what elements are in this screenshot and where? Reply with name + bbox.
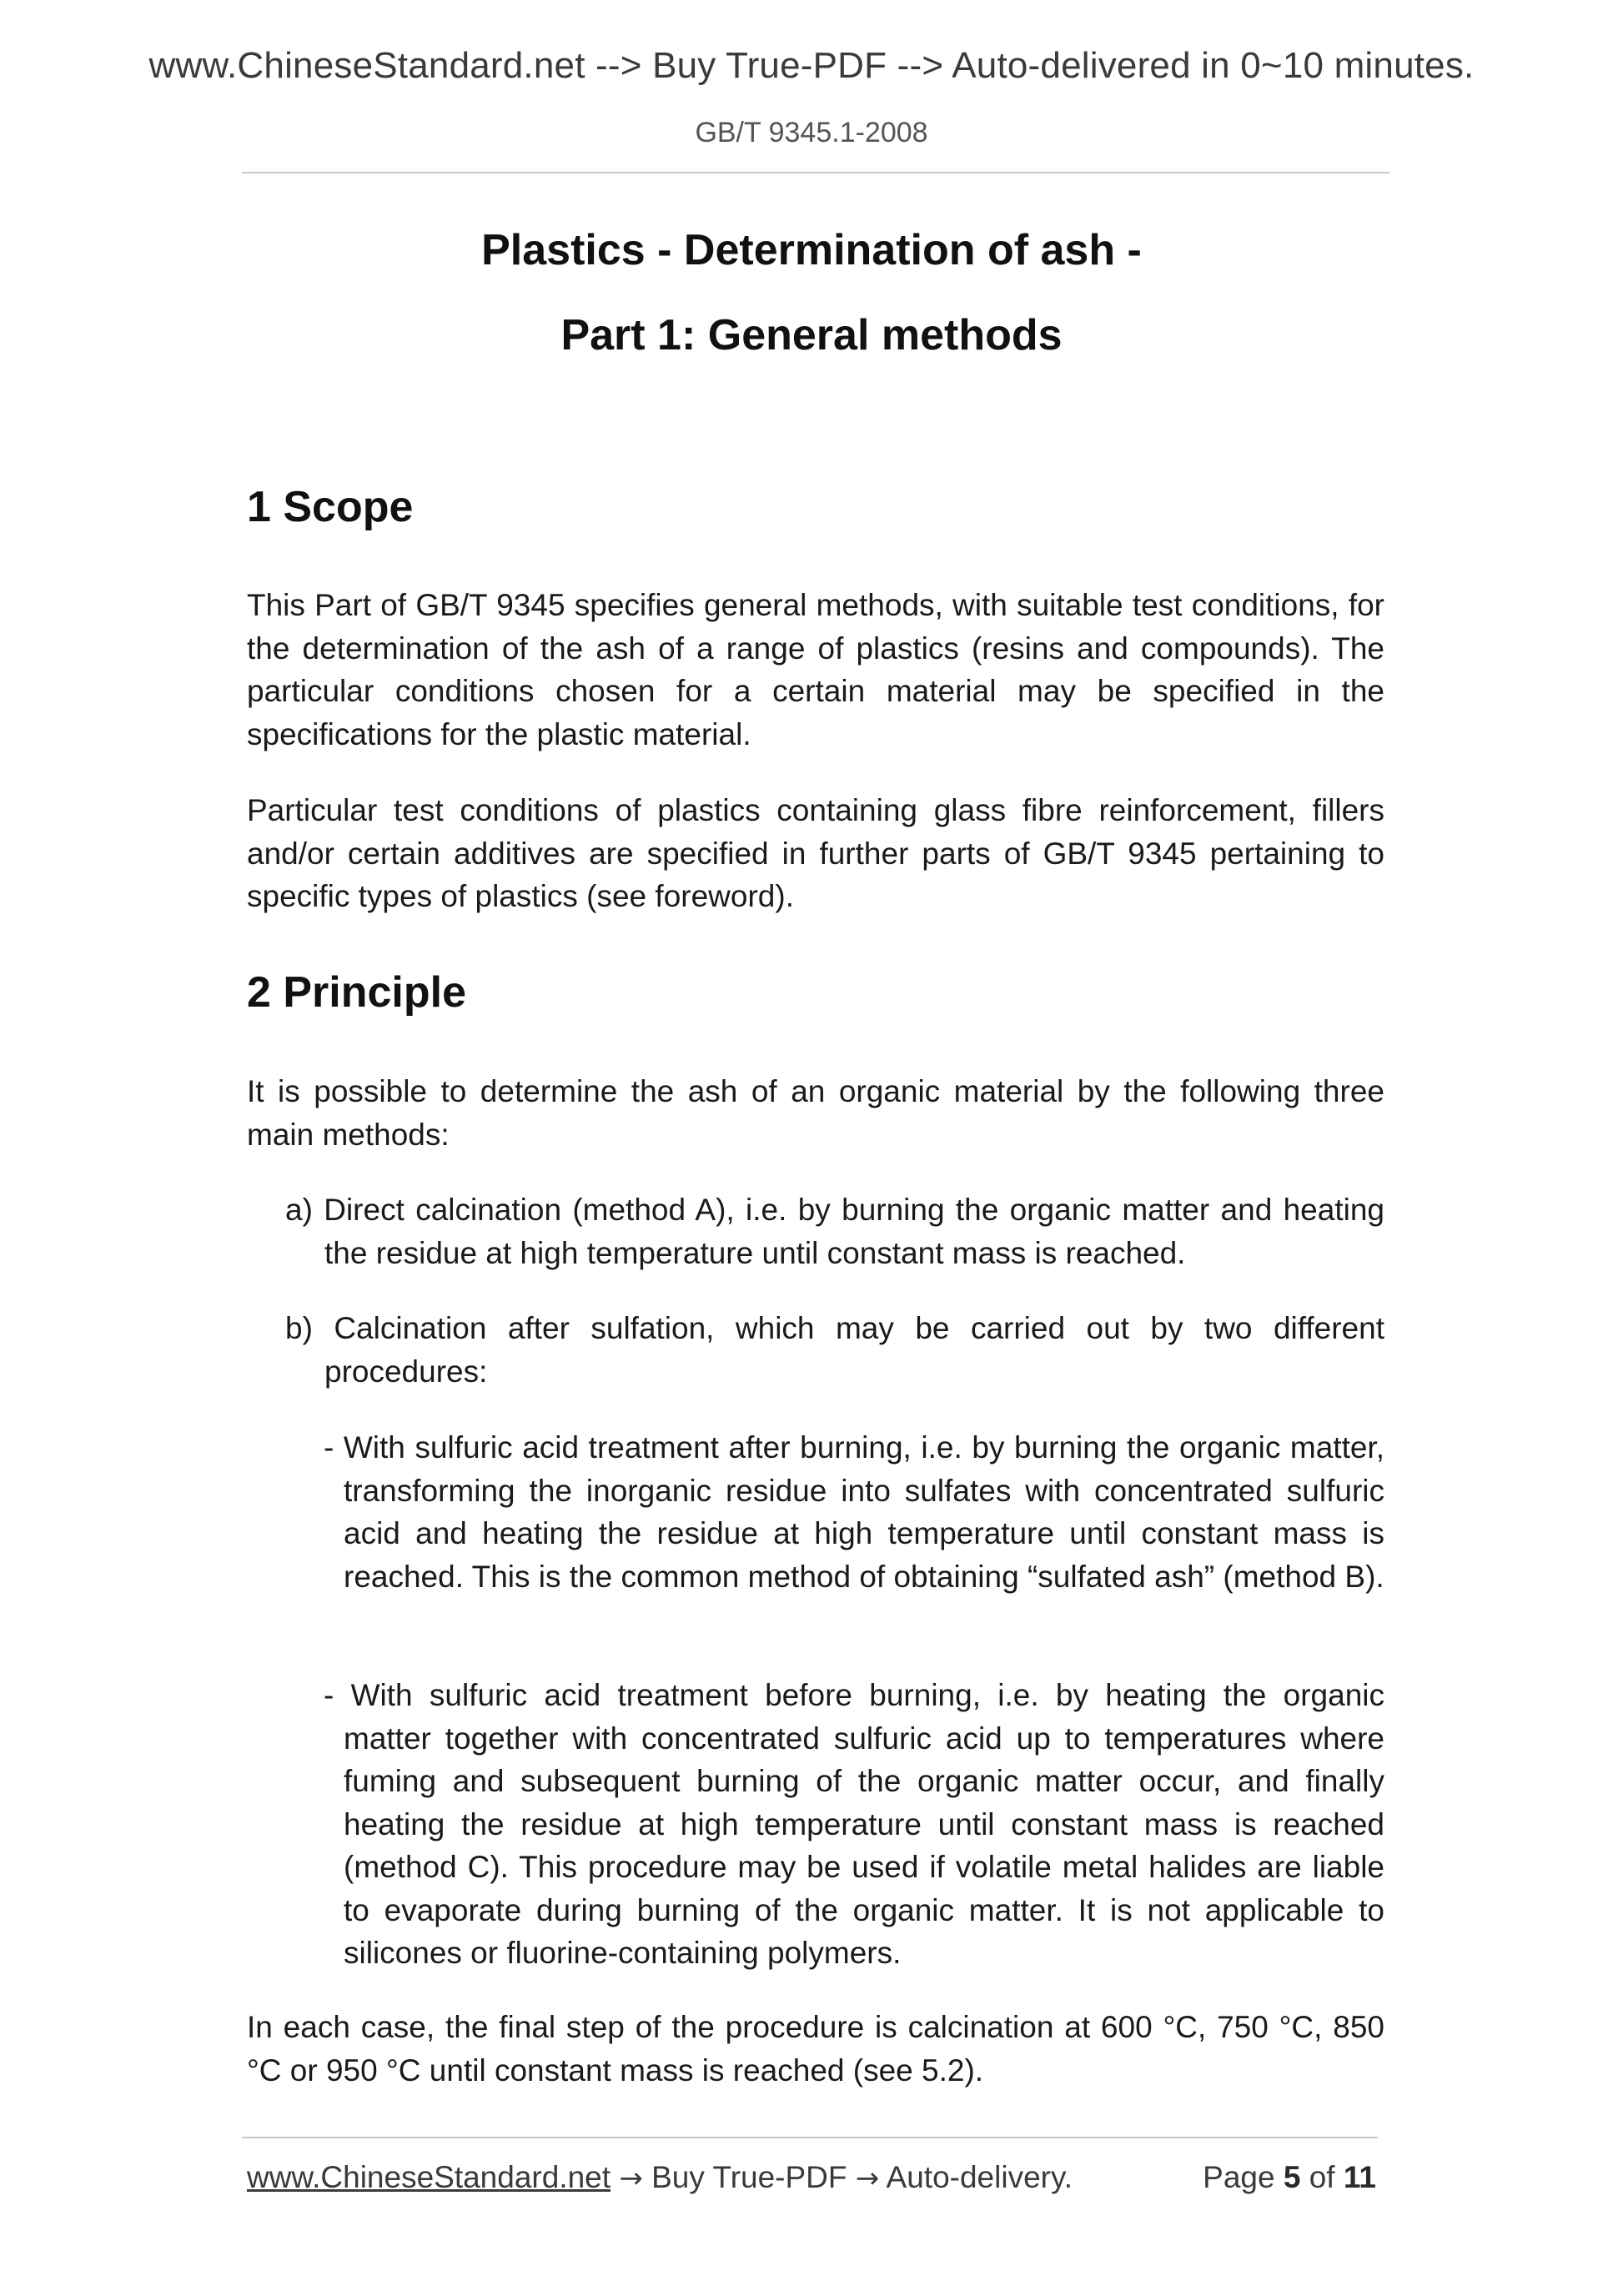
document-code: GB/T 9345.1-2008 [695, 117, 928, 148]
principle-closing: In each case, the final step of the procedure is calcination at 600 °C, 750 °C, 850 °C or 950 °C until constant mass is reached (see 5.2). [247, 2010, 1384, 2088]
page-label: Page [1203, 2160, 1275, 2194]
top-banner: www.ChineseStandard.net --> Buy True-PDF --> Auto-delivered in 0~10 minutes. [148, 45, 1475, 86]
footer-delivery-text: Auto-delivery. [886, 2160, 1073, 2194]
footer-left [247, 2160, 1073, 2195]
page-of-label: of [1309, 2160, 1335, 2194]
page-current: 5 [1283, 2160, 1301, 2194]
footer-buy-text: Buy True-PDF [651, 2160, 847, 2194]
header-divider [242, 172, 1389, 173]
list-item-b: b) Calcination after sulfation, which may be carried out by two different procedures: [285, 1311, 1384, 1389]
arrow-right-icon: → [855, 2162, 880, 2195]
document-title-line-1: Plastics - Determination of ash - [481, 226, 1142, 274]
footer-divider [242, 2137, 1378, 2138]
scope-paragraph-2: Particular test conditions of plastics containing glass fibre reinforcement, fillers and/or certain additives are specified in further parts of GB/T 9345 pertaining to specific types of plastics (see foreword). [247, 793, 1384, 913]
sub-item-method-c: - With sulfuric acid treatment before burning, i.e. by heating the organic matter together with concentrated sulfuric acid up to temperatures where fuming and subsequent burning of the organic matter occur, and finally heating the residue at high temperature until constant mass is reached (method C). This procedure may be used if volatile metal halides are liable to evaporate during burning of the organic matter. It is not applicable to silicones or fluorine-containing polymers. [324, 1678, 1384, 1970]
section-heading-scope: 1 Scope [247, 483, 414, 531]
page-indicator [1203, 2160, 1376, 2195]
principle-intro: It is possible to determine the ash of an organic material by the following three main methods: [247, 1074, 1384, 1152]
sub-item-method-b: - With sulfuric acid treatment after burning, i.e. by burning the organic matter, transforming the inorganic residue into sulfates with concentrated sulfuric acid and heating the residue at high temperature until constant mass is reached. This is the common method of obtaining “sulfated ash” (method B). [324, 1430, 1384, 1594]
footer-site-link[interactable]: www.ChineseStandard.net [247, 2160, 611, 2194]
document-title-line-2: Part 1: General methods [560, 311, 1063, 359]
section-heading-principle: 2 Principle [247, 968, 466, 1017]
scope-paragraph-1: This Part of GB/T 9345 specifies general methods, with suitable test conditions, for the determination of the ash of a range of plastics (resins and compounds). The particular conditions chosen for a certain material may be specified in the specifications for the plastic material. [247, 588, 1384, 751]
arrow-right-icon: → [619, 2162, 643, 2195]
list-item-a: a) Direct calcination (method A), i.e. by burning the organic matter and heating the residue at high temperature until constant mass is reached. [285, 1193, 1384, 1270]
page-total: 11 [1343, 2160, 1376, 2194]
